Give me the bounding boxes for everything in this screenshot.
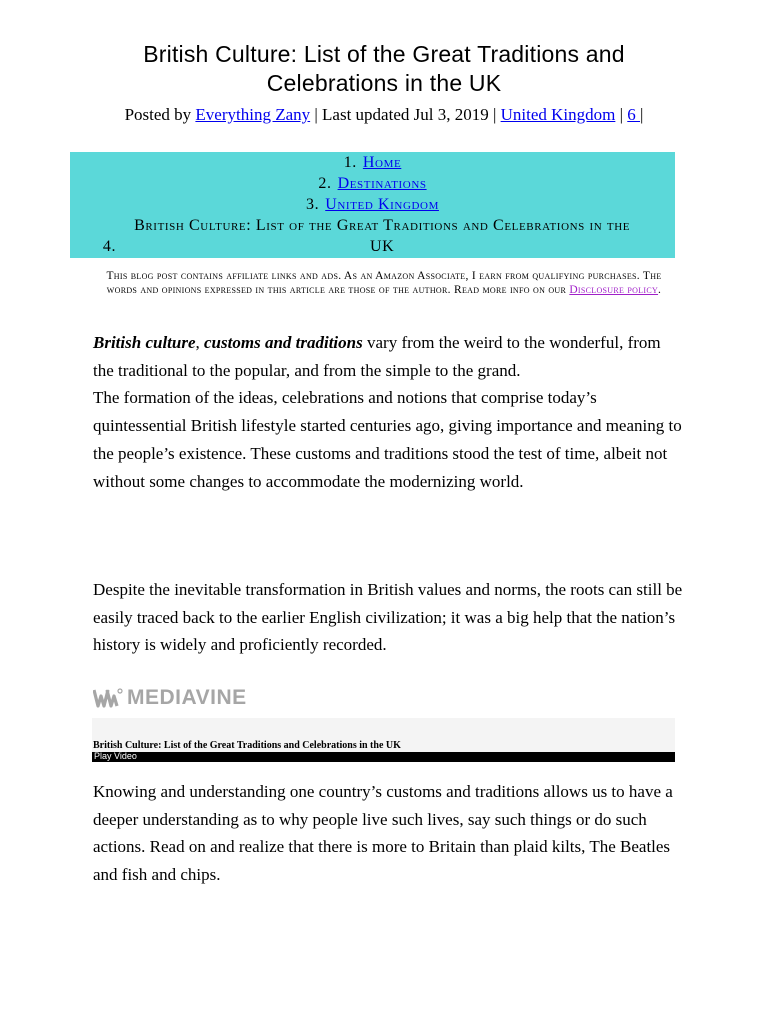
byline-separator: | bbox=[310, 105, 323, 124]
byline bbox=[120, 101, 648, 129]
video-player[interactable] bbox=[92, 718, 675, 762]
byline-separator: | bbox=[488, 105, 501, 124]
mediavine-brand-text: MEDIAVINE bbox=[127, 686, 247, 709]
byline-separator: | bbox=[640, 105, 644, 124]
intro-emphasis-customs: customs and traditions bbox=[204, 333, 363, 352]
video-control-bar[interactable] bbox=[92, 752, 675, 762]
breadcrumb-link-destinations[interactable]: Destinations bbox=[337, 175, 427, 192]
mediavine-logo-icon bbox=[93, 687, 123, 709]
breadcrumb-item-united-kingdom bbox=[70, 194, 675, 215]
breadcrumb-number: 2. bbox=[318, 175, 332, 192]
category-link[interactable]: United Kingdom bbox=[500, 105, 616, 124]
breadcrumb-current-page: British Culture: List of the Great Traditions and Celebrations in the UK bbox=[134, 217, 631, 255]
disclosure-policy-link[interactable]: Disclosure policy bbox=[569, 284, 659, 296]
breadcrumb-item-destinations bbox=[70, 173, 675, 194]
breadcrumb-item-current bbox=[70, 215, 675, 257]
closing-paragraph: Knowing and understanding one country’s customs and traditions allows us to have a deeper understanding as to why people live such lives, say such things or do such actions. Read on and realize that there is more to Britain than plaid kilts, The Beatles and fish and chips. bbox=[93, 782, 673, 885]
breadcrumb-link-home[interactable]: Home bbox=[362, 154, 402, 171]
disclosure-end: . bbox=[658, 284, 662, 296]
intro-emphasis-culture: British culture bbox=[93, 333, 196, 352]
byline-posted-by: Posted by bbox=[124, 105, 192, 124]
disclosure-text: This blog post contains affiliate links and ads. As an Amazon Associate, I earn from qualifying purchases. The words and opinions expressed in this article are those of the author. Read more info on our bbox=[106, 270, 662, 296]
breadcrumb-item-home bbox=[70, 152, 675, 173]
history-paragraph: Despite the inevitable transformation in British values and norms, the roots can still be easily traced back to the earlier English civilization; it was a big help that the nation’s history is widely and proficiently recorded. bbox=[93, 580, 683, 655]
affiliate-disclosure bbox=[94, 269, 674, 297]
mediavine-logo bbox=[93, 685, 247, 711]
author-link[interactable]: Everything Zany bbox=[195, 105, 311, 124]
play-video-button[interactable]: Play Video bbox=[94, 751, 137, 761]
byline-separator: | bbox=[615, 105, 628, 124]
breadcrumb-number: 1. bbox=[343, 154, 357, 171]
breadcrumb-number: 3. bbox=[306, 196, 320, 213]
intro-second-sentence: The formation of the ideas, celebrations and notions that comprise today’s quintessential British lifestyle started centuries ago, giving importance and meaning to the people’s existence. These customs and traditions stood the test of time, albeit not without some changes to accommodate the modernizing world. bbox=[93, 388, 682, 491]
video-title: British Culture: List of the Great Traditions and Celebrations in the UK bbox=[93, 740, 401, 751]
byline-last-updated: Last updated Jul 3, 2019 bbox=[322, 105, 489, 124]
breadcrumb-link-united-kingdom[interactable]: United Kingdom bbox=[325, 196, 439, 213]
breadcrumb bbox=[70, 152, 675, 258]
breadcrumb-number: 4. bbox=[102, 238, 117, 255]
article-title: British Culture: List of the Great Traditions and Celebrations in the UK bbox=[143, 41, 625, 96]
intro-paragraph bbox=[93, 329, 683, 495]
intro-rest: vary from the weird to the wonderful, from the traditional to the popular, and from the simple to the grand. bbox=[93, 333, 661, 380]
comments-link[interactable]: 6 bbox=[627, 105, 641, 124]
intro-comma: , bbox=[195, 333, 205, 352]
